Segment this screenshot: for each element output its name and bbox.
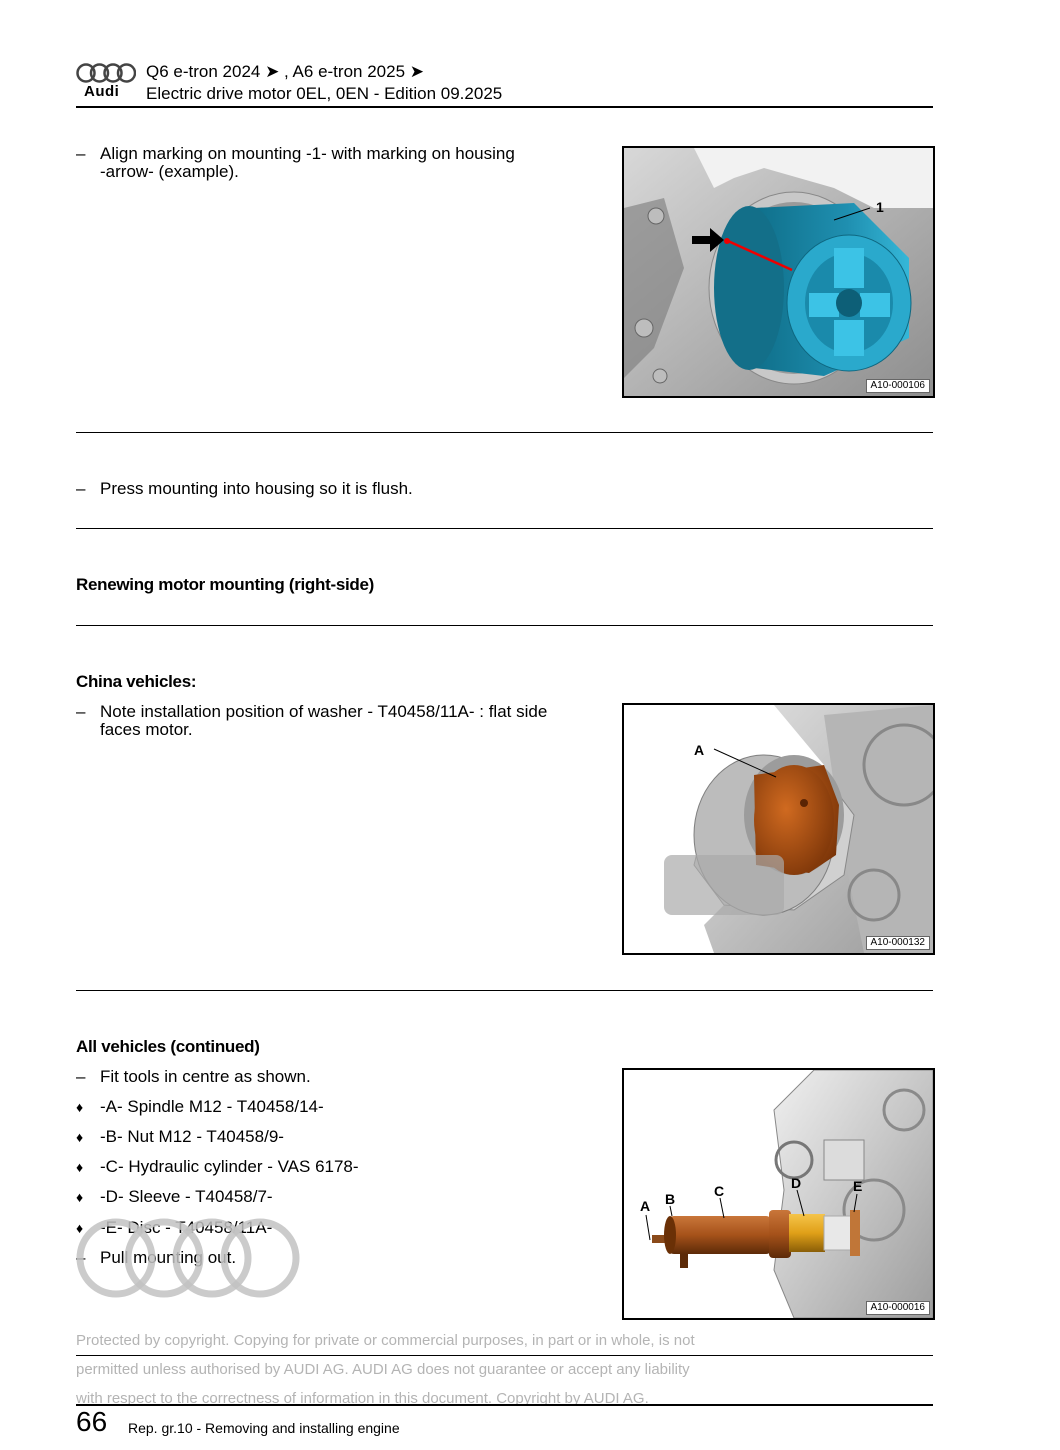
diamond-bullet-icon: ♦ xyxy=(76,1099,84,1115)
copyright-line: Protected by copyright. Copying for private or commercial purposes, in part or in whole, is not xyxy=(76,1332,695,1349)
figure-callout-E: E xyxy=(853,1178,863,1194)
figure-illustration-washer xyxy=(624,705,933,953)
diamond-bullet-icon: ♦ xyxy=(76,1189,84,1205)
audi-rings-watermark-icon xyxy=(76,1218,300,1298)
step-dash: – xyxy=(76,479,86,498)
step-dash: – xyxy=(76,144,86,163)
footer-rule xyxy=(76,1404,933,1406)
tool-list-text: -D- Sleeve - T40458/7- xyxy=(100,1187,273,1206)
figure-id: A10-000016 xyxy=(866,1301,931,1315)
tool-list-text: -C- Hydraulic cylinder - VAS 6178- xyxy=(100,1157,359,1176)
step-dash: – xyxy=(76,1067,86,1086)
tool-list-text: -A- Spindle M12 - T40458/14- xyxy=(100,1097,324,1116)
audi-wordmark: Audi xyxy=(84,83,120,100)
figure-id: A10-000132 xyxy=(866,936,931,950)
page-section-title: Rep. gr.10 - Removing and installing engine xyxy=(128,1420,400,1436)
figure-callout-C: C xyxy=(714,1183,725,1199)
section-heading: All vehicles (continued) xyxy=(76,1037,260,1056)
step-text: Press mounting into housing so it is flush. xyxy=(100,479,413,498)
copyright-line: with respect to the correctness of information in this document. Copyright by AUDI AG. xyxy=(76,1390,649,1407)
figure-id: A10-000106 xyxy=(866,379,931,393)
section-rule xyxy=(76,990,933,991)
section-rule xyxy=(76,432,933,433)
header-title-line2: Electric drive motor 0EL, 0EN - Edition 09.2025 xyxy=(146,84,503,103)
section-heading: China vehicles: xyxy=(76,672,197,691)
figure-illustration-mounting xyxy=(624,148,933,396)
header-rule xyxy=(76,106,933,108)
tool-list-text: -E- Disc - T40458/11A- xyxy=(100,1218,273,1237)
audi-rings-icon xyxy=(76,62,136,84)
tool-list-text: -B- Nut M12 - T40458/9- xyxy=(100,1127,284,1146)
step-dash: – xyxy=(76,702,86,721)
step-text: Fit tools in centre as shown. xyxy=(100,1067,311,1086)
figure-washer xyxy=(622,703,935,955)
figure-align-marking xyxy=(622,146,935,398)
step-text: Pull mounting out. xyxy=(100,1248,237,1267)
figure-illustration-tools xyxy=(624,1070,933,1318)
audi-logo xyxy=(76,62,136,102)
diamond-bullet-icon: ♦ xyxy=(76,1220,84,1236)
section-rule xyxy=(76,625,933,626)
section-heading: Renewing motor mounting (right-side) xyxy=(76,575,375,594)
figure-callout-1: 1 xyxy=(876,199,884,215)
copyright-line: permitted unless authorised by AUDI AG. AUDI AG does not guarantee or accept any liability xyxy=(76,1361,690,1378)
header-title-line1: Q6 e-tron 2024 ➤ , A6 e-tron 2025 ➤ xyxy=(146,62,424,81)
step-text: Note installation position of washer - T40458/11A- : flat side faces motor. xyxy=(100,702,548,739)
figure-callout-A: A xyxy=(640,1198,651,1214)
figure-tools xyxy=(622,1068,935,1320)
figure-callout-D: D xyxy=(791,1175,802,1191)
section-rule xyxy=(76,528,933,529)
diamond-bullet-icon: ♦ xyxy=(76,1129,84,1145)
step-dash: – xyxy=(76,1248,86,1267)
figure-callout-B: B xyxy=(665,1191,676,1207)
diamond-bullet-icon: ♦ xyxy=(76,1159,84,1175)
page-number: 66 xyxy=(76,1406,108,1437)
step-text: Align marking on mounting -1- with marking on housing -arrow- (example). xyxy=(100,144,515,181)
figure-callout-A: A xyxy=(694,742,705,758)
